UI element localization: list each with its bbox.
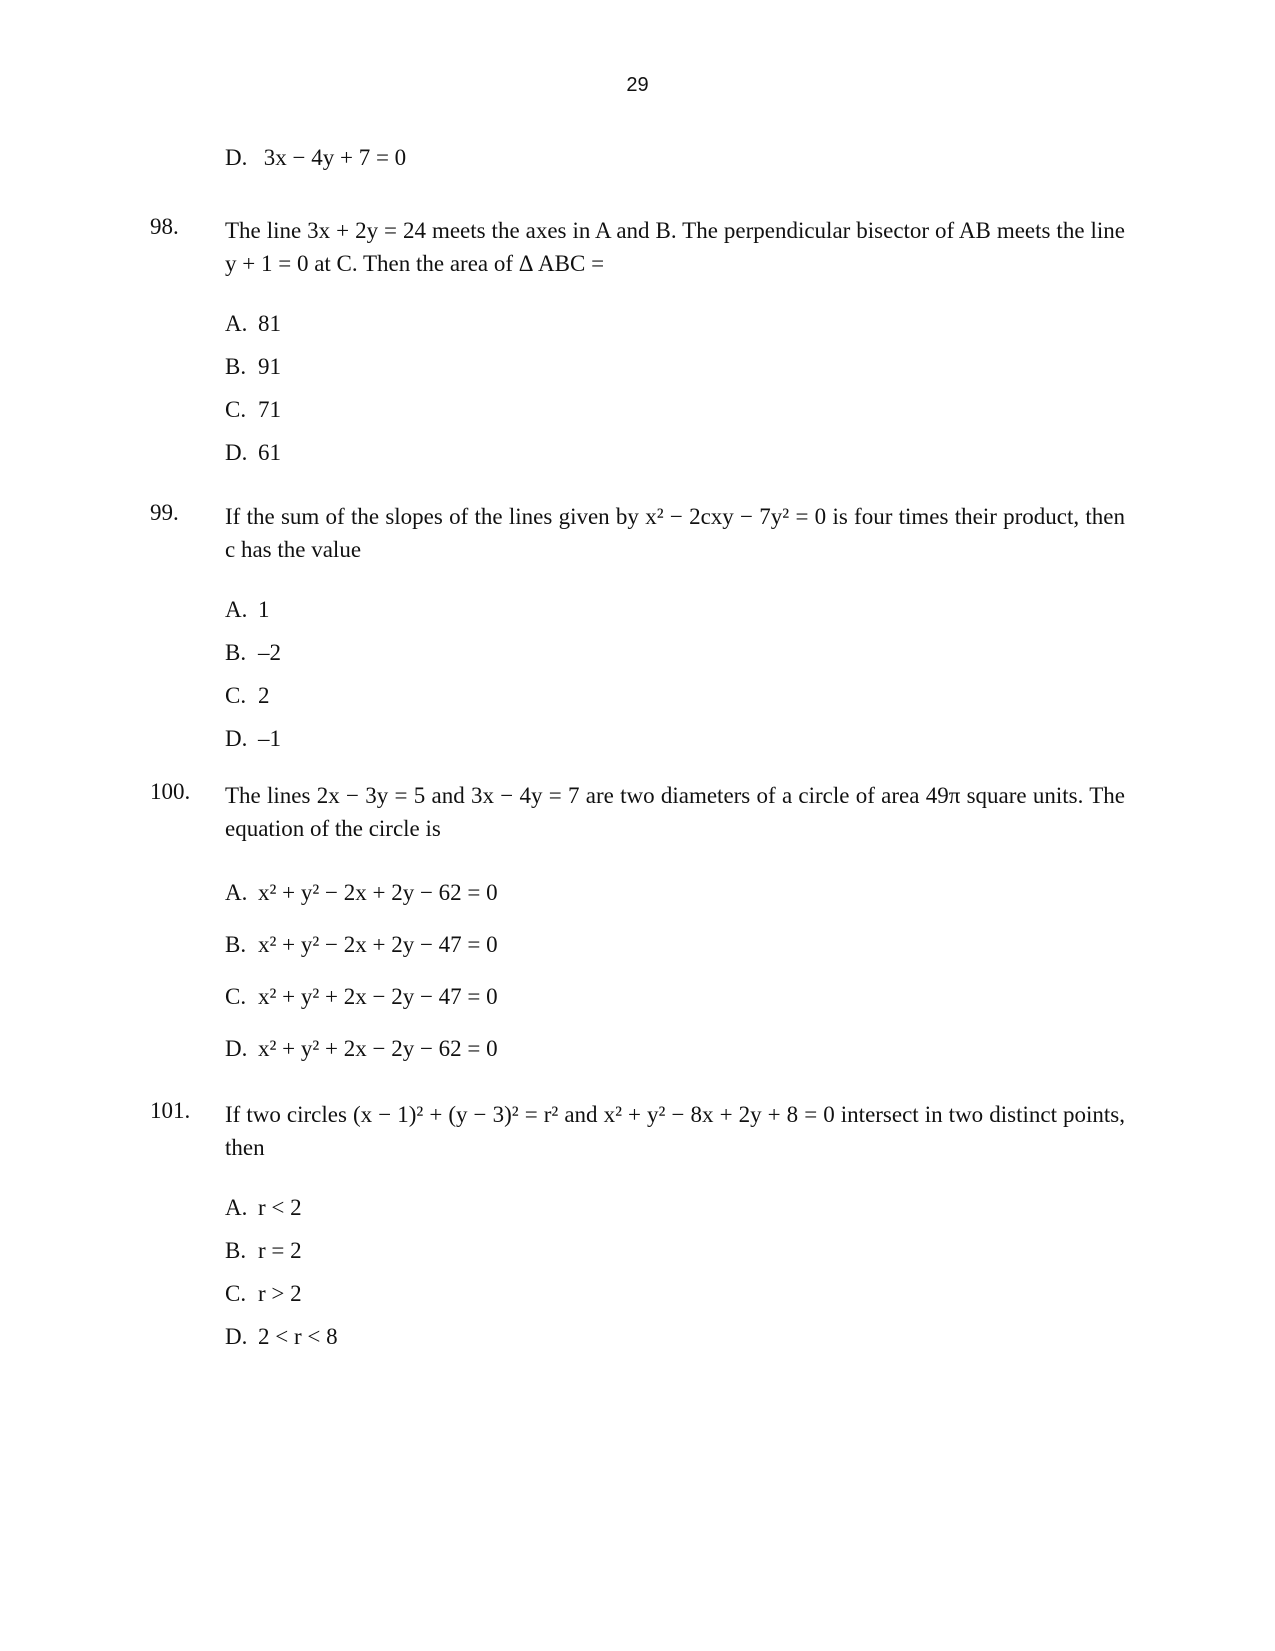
options-list: [225, 302, 1125, 474]
option-a: [225, 867, 1125, 919]
option-d: [225, 1023, 1125, 1075]
question-number: 99.: [150, 500, 179, 525]
option-text: r > 2: [258, 1281, 302, 1306]
option-a: [225, 588, 1125, 631]
option-text: 71: [258, 397, 281, 422]
option-c: [225, 388, 1125, 431]
option-label: D.: [225, 1036, 248, 1061]
option-text: 3x − 4y + 7 = 0: [263, 145, 407, 170]
option-d: [225, 1315, 1125, 1358]
option-b: [225, 1229, 1125, 1272]
carryover-option: [150, 136, 1125, 179]
option-label: D.: [225, 440, 248, 465]
option-text: –2: [258, 640, 281, 665]
page-number: 29: [626, 74, 649, 96]
option-text: x² + y² − 2x + 2y − 62 = 0: [258, 880, 498, 905]
option-label: C.: [225, 683, 247, 708]
option-label: D.: [225, 726, 248, 751]
option-c: [225, 971, 1125, 1023]
options-list: [225, 1186, 1125, 1358]
option-text: r = 2: [258, 1238, 302, 1263]
question-stem: If two circles (x − 1)² + (y − 3)² = r² and x² + y² − 8x + 2y + 8 = 0 intersect in two distinct points, then: [225, 1102, 1125, 1160]
option-label: B.: [225, 1238, 247, 1263]
question-number: 100.: [150, 779, 191, 804]
options-list: [225, 588, 1125, 760]
option-label: C.: [225, 397, 247, 422]
option-text: r < 2: [258, 1195, 302, 1220]
option-text: 1: [258, 597, 270, 622]
option-c: [225, 674, 1125, 717]
question-number: 98.: [150, 214, 179, 239]
option-text: 61: [258, 440, 281, 465]
option-text: –1: [258, 726, 281, 751]
option-text: x² + y² + 2x − 2y − 62 = 0: [258, 1036, 498, 1061]
question-stem: The line 3x + 2y = 24 meets the axes in A and B. The perpendicular bisector of AB meets the line y + 1 = 0 at C. Then the area of Δ ABC =: [225, 218, 1125, 276]
option-label: A.: [225, 311, 248, 336]
option-label: B.: [225, 354, 247, 379]
option-c: [225, 1272, 1125, 1315]
option-label: A.: [225, 597, 248, 622]
option-b: [225, 919, 1125, 971]
question-99: [150, 500, 1125, 760]
option-label: B.: [225, 932, 247, 957]
question-number: 101.: [150, 1098, 191, 1123]
option-text: 81: [258, 311, 281, 336]
option-b: [225, 345, 1125, 388]
option-label: D.: [225, 145, 248, 170]
option-b: [225, 631, 1125, 674]
option-text: 2: [258, 683, 270, 708]
question-98: [150, 214, 1125, 474]
option-label: C.: [225, 984, 247, 1009]
option-text: 2 < r < 8: [258, 1324, 338, 1349]
question-stem: If the sum of the slopes of the lines given by x² − 2cxy − 7y² = 0 is four times their product, then c has the value: [225, 504, 1125, 562]
option-text: x² + y² − 2x + 2y − 47 = 0: [258, 932, 498, 957]
option-text: 91: [258, 354, 281, 379]
option-label: B.: [225, 640, 247, 665]
option-d: [225, 717, 1125, 760]
option-label: A.: [225, 880, 248, 905]
question-100: [150, 779, 1125, 1075]
option-a: [225, 1186, 1125, 1229]
option-label: A.: [225, 1195, 248, 1220]
option-label: C.: [225, 1281, 247, 1306]
option-a: [225, 302, 1125, 345]
question-stem: The lines 2x − 3y = 5 and 3x − 4y = 7 are two diameters of a circle of area 49π square units. The equation of the circle is: [225, 783, 1125, 841]
option-d: [225, 136, 1125, 179]
option-label: D.: [225, 1324, 248, 1349]
option-d: [225, 431, 1125, 474]
question-101: [150, 1098, 1125, 1358]
option-text: x² + y² + 2x − 2y − 47 = 0: [258, 984, 498, 1009]
options-list: [225, 867, 1125, 1075]
